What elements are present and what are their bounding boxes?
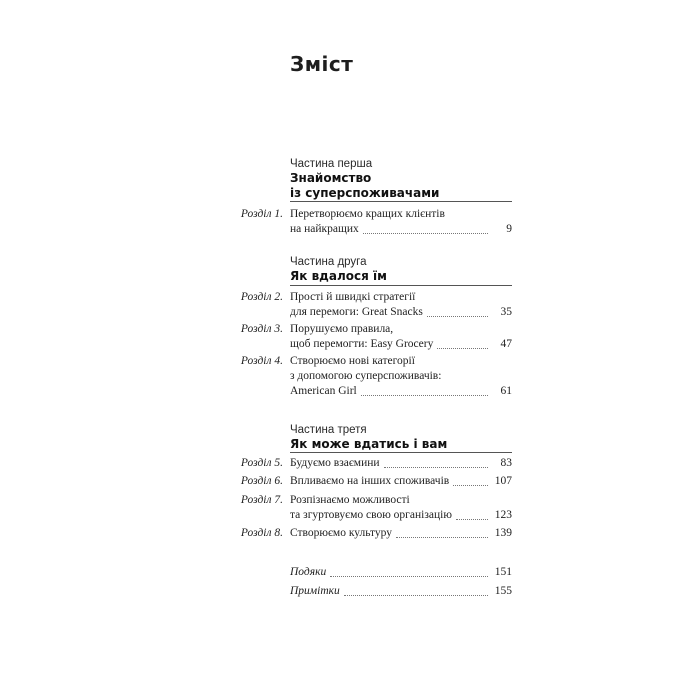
part-label: Частина перша <box>290 158 373 170</box>
chapter-title-line: Перетворюємо кращих клієнтів <box>290 208 445 220</box>
chapter-title-line: щоб перемогти: Easy Grocery <box>290 338 434 350</box>
chapter-title-line: Розпізнаємо можливості <box>290 494 410 506</box>
chapter-title-line: American Girl <box>290 385 357 397</box>
page-number: 61 <box>500 385 512 397</box>
dot-leader <box>437 348 488 349</box>
page-number: 83 <box>500 457 512 469</box>
dot-leader <box>456 519 488 520</box>
chapter-title-line: Створюємо культуру <box>290 527 393 539</box>
part-3-heading <box>290 423 447 452</box>
chapter-title-line: з допомогою суперспоживачів: <box>290 370 442 382</box>
chapter-title-line: та згуртовуємо свою організацію <box>290 509 452 521</box>
dot-leader <box>363 233 488 234</box>
page-number: 151 <box>494 566 512 578</box>
chapter-title-line: Будуємо взаємини <box>290 457 380 469</box>
page-number: 155 <box>494 585 512 597</box>
chapter-label: Розділ 1. <box>240 208 283 220</box>
page-number: 139 <box>494 527 512 539</box>
chapter-label: Розділ 4. <box>240 355 283 367</box>
dot-leader <box>344 595 488 596</box>
page-number: 47 <box>500 338 512 350</box>
dot-leader <box>384 467 488 468</box>
chapter-title-line: Впливаємо на інших споживачів <box>290 475 450 487</box>
part-1-heading <box>290 157 439 201</box>
page-title: Зміст <box>290 52 354 76</box>
chapter-title-line: Порушуємо правила, <box>290 323 394 335</box>
chapter-label: Розділ 7. <box>240 494 283 506</box>
chapter-title-line: на найкращих <box>290 223 359 235</box>
page-number: 123 <box>494 509 512 521</box>
part-3-divider <box>290 452 512 453</box>
dot-leader <box>361 395 488 396</box>
part-title: Як може вдатись і вам <box>290 437 448 451</box>
page-number: 9 <box>506 223 512 235</box>
dot-leader <box>453 485 488 486</box>
chapter-label: Розділ 3. <box>240 323 283 335</box>
dot-leader <box>427 316 488 317</box>
part-2-divider <box>290 285 512 286</box>
chapter-label: Розділ 5. <box>240 457 283 469</box>
chapter-label: Розділ 8. <box>240 527 283 539</box>
chapter-title-line: Створюємо нові категорії <box>290 355 415 367</box>
back-matter-title: Примітки <box>290 585 340 597</box>
page-number: 35 <box>500 306 512 318</box>
chapter-label: Розділ 6. <box>240 475 283 487</box>
part-title: Знайомство із суперспоживачами <box>290 171 440 200</box>
back-matter-title: Подяки <box>290 566 327 578</box>
part-title: Як вдалося їм <box>290 269 387 283</box>
part-label: Частина третя <box>290 424 367 436</box>
page-number: 107 <box>494 475 512 487</box>
chapter-title-line: Прості й швидкі стратегії <box>290 291 416 303</box>
part-label: Частина друга <box>290 256 367 268</box>
part-2-heading <box>290 255 387 284</box>
chapter-label: Розділ 2. <box>240 291 283 303</box>
dot-leader <box>396 537 488 538</box>
part-1-divider <box>290 201 512 202</box>
dot-leader <box>330 576 488 577</box>
chapter-title-line: для перемоги: Great Snacks <box>290 306 423 318</box>
